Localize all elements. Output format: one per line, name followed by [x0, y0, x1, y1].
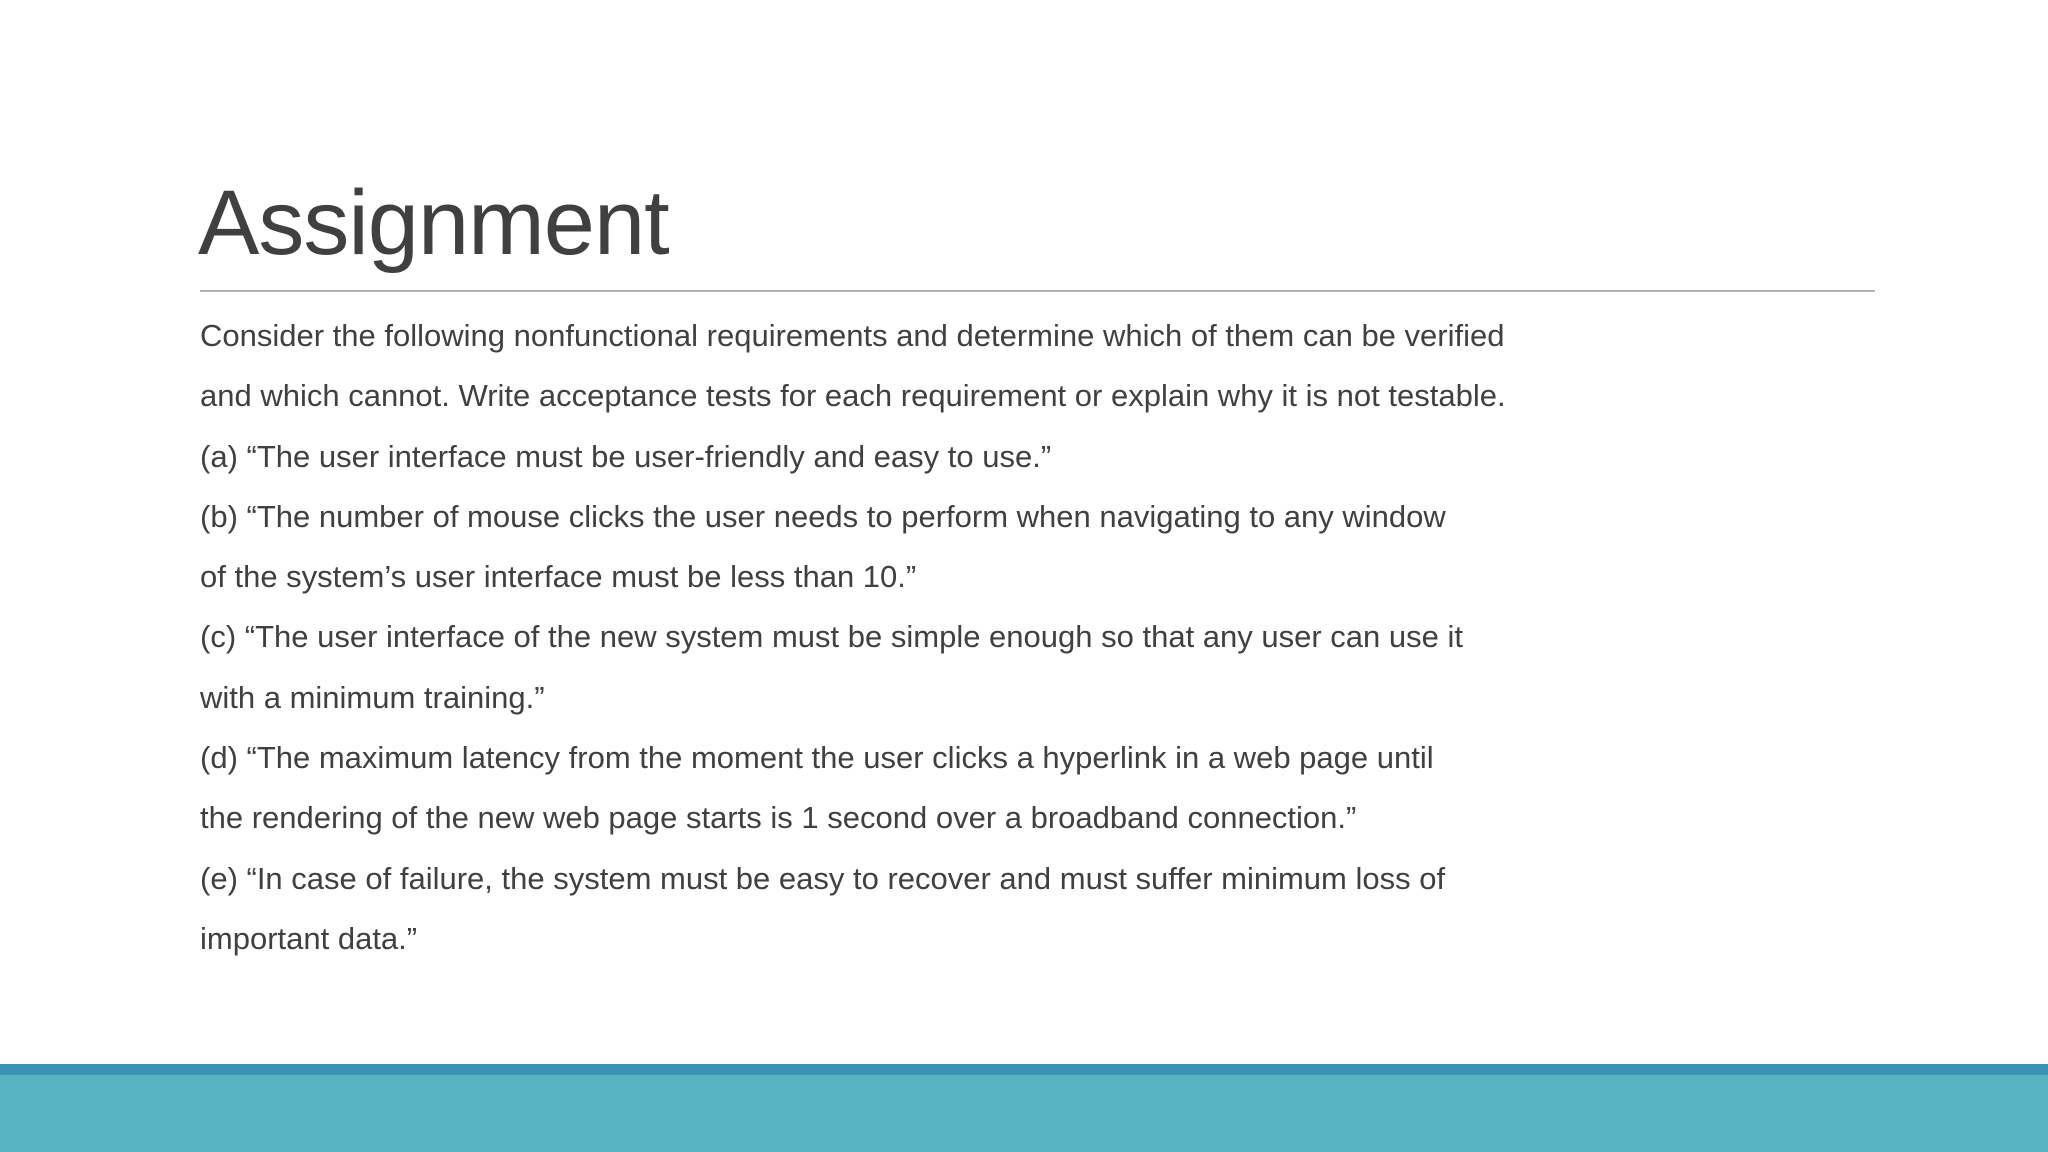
body-line: important data.”: [200, 920, 418, 956]
body-line: (d) “The maximum latency from the moment the user clicks a hyperlink in a web page until: [200, 740, 1434, 776]
body-line: (b) “The number of mouse clicks the user needs to perform when navigating to any window: [200, 498, 1446, 534]
body-line: (e) “In case of failure, the system must be easy to recover and must suffer minimum loss of: [200, 860, 1446, 896]
footer-accent-stripe: [0, 1064, 2048, 1075]
body-line: (c) “The user interface of the new system must be simple enough so that any user can use it: [200, 619, 1463, 655]
body-line: with a minimum training.”: [200, 679, 545, 715]
body-line: the rendering of the new web page starts is 1 second over a broadband connection.”: [200, 800, 1357, 836]
slide-title: Assignment: [198, 172, 669, 274]
footer-band: [0, 1075, 2048, 1152]
slide-body: [200, 306, 1850, 969]
body-line: and which cannot. Write acceptance tests for each requirement or explain why it is not testable.: [200, 378, 1506, 414]
title-divider: [200, 290, 1875, 292]
body-line: (a) “The user interface must be user-friendly and easy to use.”: [200, 438, 1052, 474]
body-line: of the system’s user interface must be less than 10.”: [200, 559, 917, 595]
body-line: Consider the following nonfunctional requirements and determine which of them can be verified: [200, 318, 1505, 353]
